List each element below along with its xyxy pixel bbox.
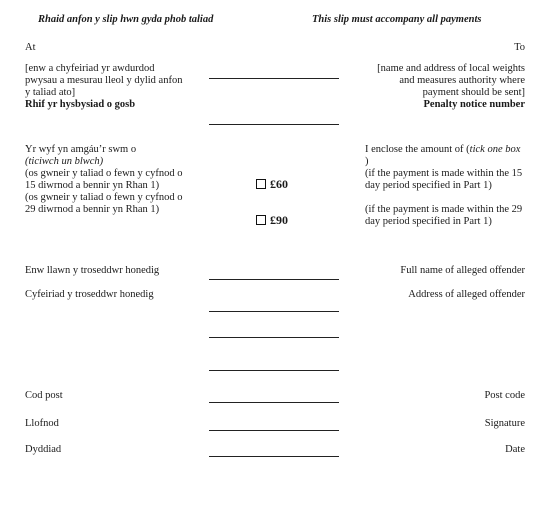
option1-welsh: (os gwneir y taliad o fewn y cyfnod o 15 diwrnod a bennir yn Rhan 1): [25, 168, 183, 191]
address-line-1[interactable]: [209, 311, 339, 312]
checkbox-icon[interactable]: [256, 215, 266, 225]
option2-checkbox[interactable]: [256, 214, 288, 228]
date-welsh: Dyddiad: [25, 444, 62, 455]
signature-welsh: Llofnod: [25, 418, 59, 429]
notice-number-line[interactable]: [209, 124, 339, 125]
address-english-note: [name and address of local weights and measures authority where payment should be sent]: [377, 63, 525, 98]
option1-english: (if the payment is made within the 15 day period specified in Part 1): [365, 168, 523, 191]
notice-number-english: Penalty notice number: [423, 99, 525, 110]
header-welsh: Rhaid anfon y slip hwn gyda phob taliad: [38, 14, 214, 25]
address-line-3[interactable]: [209, 370, 339, 371]
date-english: Date: [505, 444, 525, 455]
enclose-english: [365, 144, 525, 228]
name-english: Full name of alleged offender: [400, 265, 525, 276]
checkbox-icon[interactable]: [256, 179, 266, 189]
enclose-welsh: [25, 144, 190, 216]
address-welsh: Cyfeiriad y troseddwr honedig: [25, 289, 154, 300]
name-line[interactable]: [209, 279, 339, 280]
enclose-english-intro: I enclose the amount of (tick one box: [365, 144, 521, 155]
address-line[interactable]: [209, 78, 339, 79]
signature-line[interactable]: [209, 430, 339, 431]
postcode-english: Post code: [484, 390, 525, 401]
signature-english: Signature: [484, 418, 525, 429]
enclose-welsh-intro: Yr wyf yn amgáu’r swm o: [25, 144, 137, 155]
enclose-english-tick: tick one box: [469, 144, 521, 155]
notice-number-welsh: Rhif yr hysbysiad o gosb: [25, 99, 136, 110]
address-english: Address of alleged offender: [408, 289, 525, 300]
name-welsh: Enw llawn y troseddwr honedig: [25, 265, 160, 276]
address-to-label: To: [514, 42, 525, 53]
option2-welsh: (os gwneir y taliad o fewn y cyfnod o 29 diwrnod a bennir yn Rhan 1): [25, 192, 183, 215]
address-at-label: At: [25, 42, 36, 53]
enclose-welsh-tick: (ticiwch un blwch): [25, 156, 104, 167]
option1-amount: £60: [270, 177, 288, 191]
address-welsh-note: [enw a chyfeiriad yr awdurdod pwysau a mesurau lleol y dylid anfon y taliad ato]: [25, 63, 183, 98]
option2-amount: £90: [270, 213, 288, 227]
option1-checkbox[interactable]: [256, 178, 288, 192]
postcode-line[interactable]: [209, 402, 339, 403]
enclose-english-close: ): [365, 156, 369, 167]
header-english: This slip must accompany all payments: [312, 14, 482, 25]
postcode-welsh: Cod post: [25, 390, 63, 401]
address-line-2[interactable]: [209, 337, 339, 338]
option2-english: (if the payment is made within the 29 day period specified in Part 1): [365, 204, 523, 227]
date-line[interactable]: [209, 456, 339, 457]
